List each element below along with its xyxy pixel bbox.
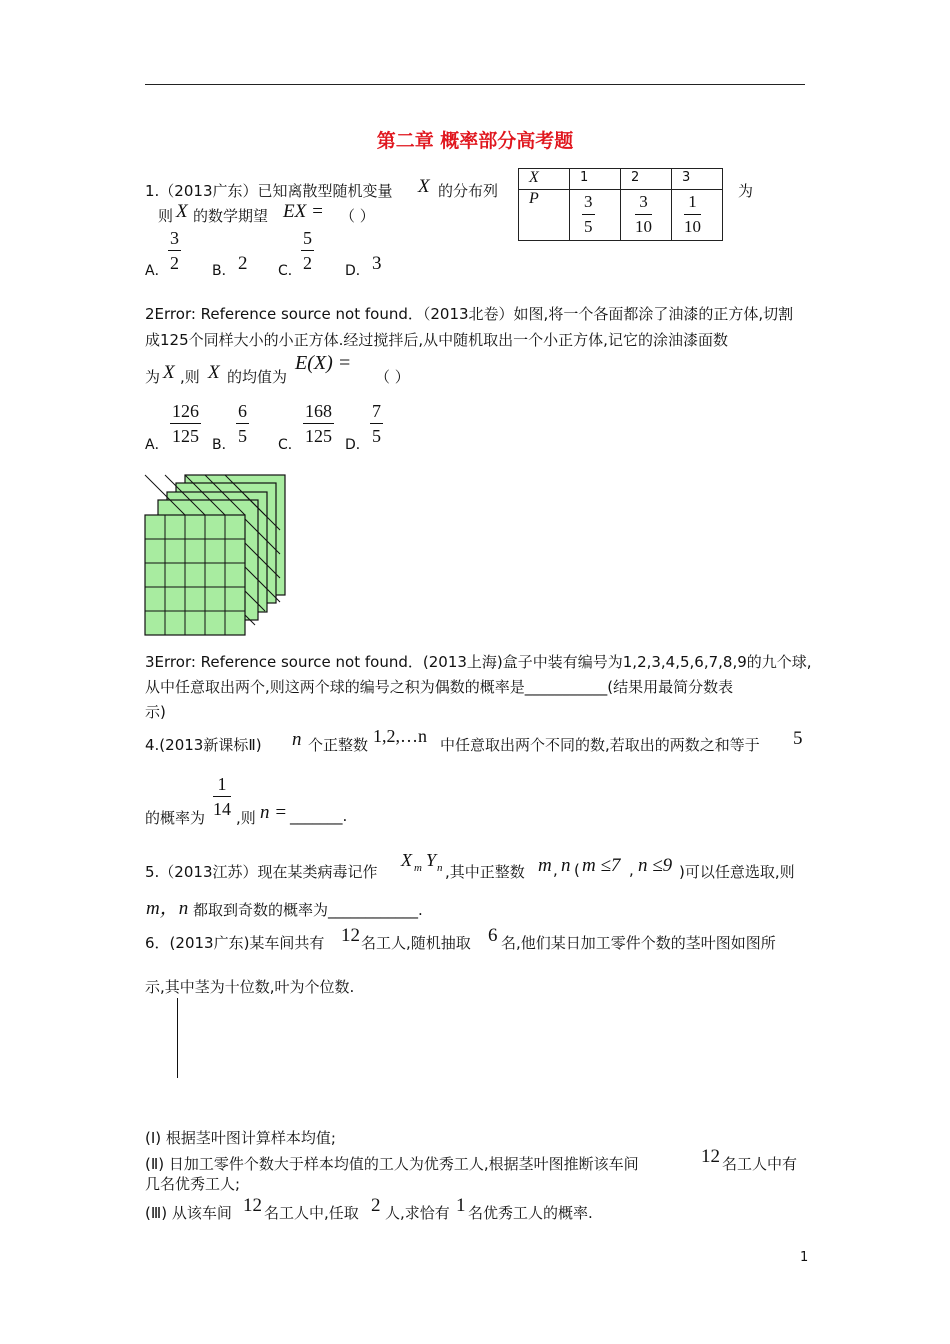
q2-text-3b: ,则: [180, 368, 200, 386]
q2-paren: （ ）: [375, 368, 410, 386]
q4-five: 5: [793, 728, 803, 749]
q6-subquestion-3a: (Ⅲ) 从该车间: [145, 1204, 232, 1222]
q6-text-1c: 名,他们某日加工零件个数的茎叶图如图所: [501, 934, 776, 952]
q5-y: Y: [426, 850, 437, 870]
q2-text-3a: 为: [145, 368, 161, 386]
q6-twelve-3: 12: [243, 1195, 262, 1216]
q2-option-c: $\frac{168}{125}$: [305, 401, 332, 446]
q1-text-2b: 的数学期望: [193, 207, 269, 225]
q2-text-1: 2Error: Reference source not found．（2013北卷）如图,将一个各面都涂了油漆的正方体,切割: [145, 305, 794, 323]
q5-text-1c: )可以任意选取,则: [679, 863, 795, 881]
q5-cond-2: n ≤9: [638, 855, 673, 876]
q1-table-header-2: 2: [631, 170, 640, 185]
q1-var: X: [418, 176, 430, 197]
q2-option-b: $\frac{6}{5}$: [238, 401, 247, 446]
page-title: 第二章 概率部分高考题: [376, 130, 574, 152]
q4-text-1b: 个正整数: [308, 736, 369, 754]
q1-text-1b: 的分布列: [438, 182, 499, 200]
q5-n: n: [561, 855, 571, 876]
q4-text-2a: 的概率为: [145, 809, 206, 827]
q6-subquestion-1: (Ⅰ) 根据茎叶图计算样本均值;: [145, 1129, 336, 1147]
q6-six: 6: [488, 925, 498, 946]
q2-option-d: $\frac{7}{5}$: [372, 401, 381, 446]
q5-y-sub: n: [437, 862, 443, 874]
q6-subquestion-3c: 人,求恰有: [385, 1204, 450, 1222]
q2-text-3c: 的均值为: [227, 368, 288, 386]
q2-var-2: X: [208, 362, 220, 383]
q3-text-3: 示): [145, 703, 166, 721]
q2-option-a-label: A．: [145, 437, 169, 453]
q1-option-b-label: B．: [212, 263, 236, 279]
q6-text-1b: 名工人,随机抽取: [361, 934, 471, 952]
q6-text-1a: 6．(2013广东)某车间共有: [145, 934, 325, 952]
q1-distribution-table: [518, 168, 723, 241]
q1-expect: EX =: [283, 201, 324, 222]
q1-option-a-label: A．: [145, 263, 169, 279]
q4-fraction: $\frac{1}{14}$: [213, 774, 231, 819]
sliced-cube-figure: [140, 470, 300, 640]
q6-subquestion-2b: 名工人中有: [722, 1155, 798, 1173]
q1-paren: （ ）: [340, 207, 375, 225]
q4-n-eq: n =: [260, 802, 288, 823]
q1-table-header-1: 1: [580, 170, 589, 185]
q1-prob-2: $\frac{3}{10}$: [635, 192, 652, 236]
q1-option-c: $\frac{5}{2}$: [303, 228, 312, 273]
q3-text-1: 3Error: Reference source not found．(2013上海)盒子中装有编号为1,2,3,4,5,6,7,8,9的九个球,: [145, 653, 812, 671]
q5-text-1b: ,其中正整数: [445, 863, 525, 881]
q6-twelve-2: 12: [701, 1146, 720, 1167]
q1-tail: 为: [738, 182, 754, 200]
q1-option-a: $\frac{3}{2}$: [170, 228, 179, 273]
q2-option-b-label: B．: [212, 437, 236, 453]
page-number: 1: [800, 1250, 809, 1265]
q1-table-row-p: P: [529, 190, 539, 207]
q1-table-header-3: 3: [682, 170, 691, 185]
q5-x-sub: m: [414, 862, 422, 874]
q1-prob-1: $\frac{3}{5}$: [584, 192, 593, 236]
q2-var: X: [163, 362, 175, 383]
q1-text-1: 1.（2013广东）已知离散型随机变量: [145, 182, 393, 200]
q5-lparen: (: [574, 861, 580, 879]
q6-subquestion-3b: 名工人中,任取: [264, 1204, 359, 1222]
q6-text-2: 示,其中茎为十位数,叶为个位数.: [145, 978, 355, 996]
q6-subquestion-2a: (Ⅱ) 日加工零件个数大于样本均值的工人为优秀工人,根据茎叶图推断该车间: [145, 1155, 639, 1173]
q4-n: n: [292, 729, 302, 750]
q1-text-2a: 则: [158, 207, 174, 225]
q4-text-1a: 4.(2013新课标Ⅱ): [145, 736, 262, 754]
q6-subquestion-3d: 名优秀工人的概率.: [468, 1204, 593, 1222]
q5-comma-2: ,: [629, 861, 634, 879]
q6-two: 2: [371, 1195, 381, 1216]
stem-leaf-plot-divider: [177, 998, 178, 1078]
q5-text-1a: 5.（2013江苏）现在某类病毒记作: [145, 863, 378, 881]
q5-mn: m，n: [146, 898, 189, 919]
q4-seq: 1,2,…n: [373, 726, 427, 746]
q1-var-2: X: [176, 201, 188, 222]
q1-option-c-label: C．: [278, 263, 302, 279]
q2-option-c-label: C．: [278, 437, 302, 453]
q6-twelve: 12: [341, 925, 360, 946]
q5-x: X: [401, 850, 412, 870]
q4-blank: _______.: [290, 807, 348, 825]
q4-text-1c: 中任意取出两个不同的数,若取出的两数之和等于: [440, 736, 760, 754]
q6-subquestion-2c: 几名优秀工人;: [145, 1175, 241, 1193]
q5-m: m: [538, 855, 552, 876]
q1-option-d: 3: [372, 253, 382, 274]
q2-option-d-label: D．: [345, 437, 370, 453]
q1-prob-3: $\frac{1}{10}$: [684, 192, 701, 236]
q4-text-2b: ,则: [236, 809, 256, 827]
q5-text-2b: 都取到奇数的概率为____________.: [193, 901, 423, 919]
q2-option-a: $\frac{126}{125}$: [172, 401, 199, 446]
q2-expect: E(X) =: [295, 352, 352, 374]
q5-comma: ,: [553, 861, 558, 879]
q6-one: 1: [456, 1195, 466, 1216]
q1-option-b: 2: [238, 253, 248, 274]
q1-option-d-label: D．: [345, 263, 370, 279]
q3-text-2: 从中任意取出两个,则这两个球的编号之积为偶数的概率是___________(结果用最简分数表: [145, 678, 734, 696]
header-rule: [145, 84, 805, 85]
q1-table-header-x: X: [529, 169, 539, 186]
q5-cond-1: m ≤7: [582, 855, 621, 876]
q2-text-2: 成125个同样大小的小正方体.经过搅拌后,从中随机取出一个小正方体,记它的涂油漆面数: [145, 331, 728, 349]
